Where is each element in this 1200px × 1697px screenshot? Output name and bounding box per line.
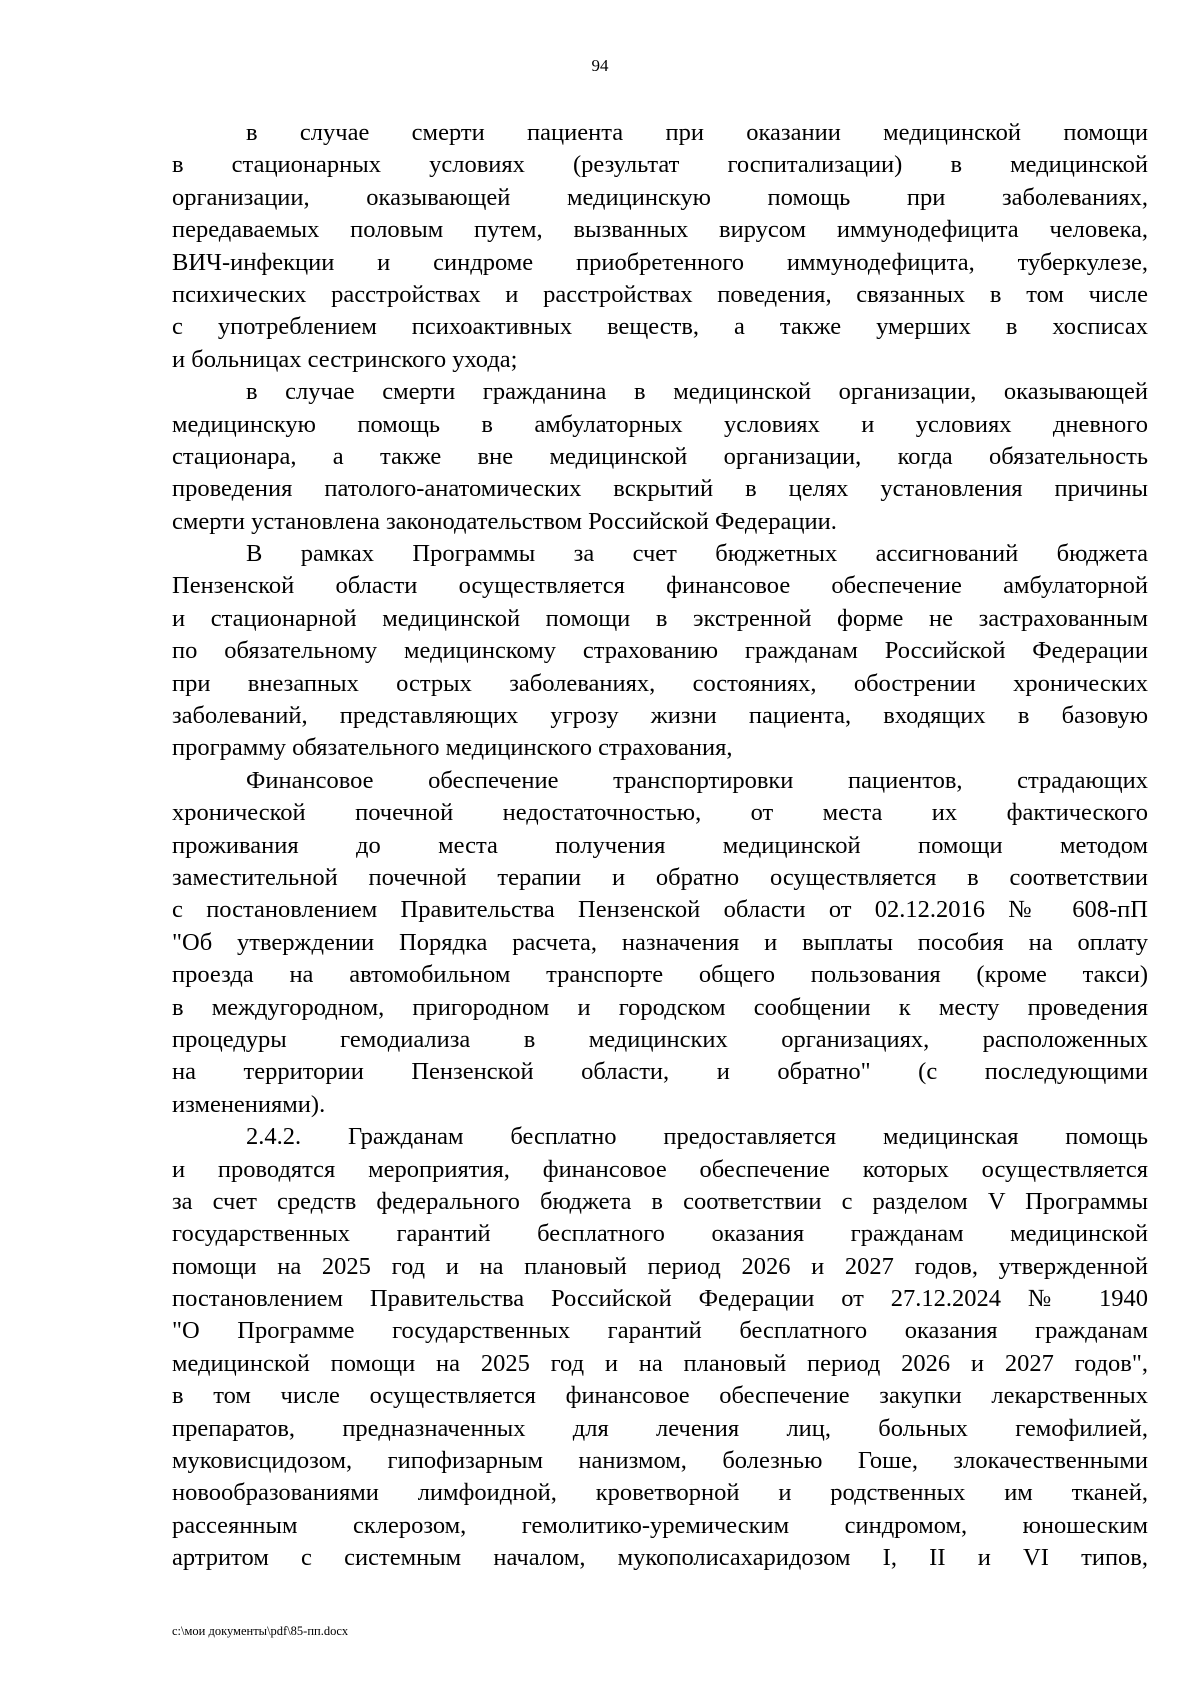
text-line: стационара, а также вне медицинской организации, когда обязательность bbox=[172, 442, 1148, 470]
text-line: новообразованиями лимфоидной, кроветворной и родственных им тканей, bbox=[172, 1479, 1148, 1507]
text-line: препаратов, предназначенных для лечения лиц, больных гемофилией, bbox=[172, 1414, 1148, 1442]
paragraph-death-outpatient bbox=[172, 376, 1148, 538]
text-line: смерти установлена законодательством Российской Федерации. bbox=[172, 507, 837, 535]
text-line: рассеянным склерозом, гемолитико-уремическим синдромом, юношеским bbox=[172, 1511, 1148, 1539]
document-body bbox=[172, 117, 1148, 1575]
text-line: с постановлением Правительства Пензенской области от 02.12.2016 № 608-пП bbox=[172, 896, 1148, 924]
paragraph-program-budget bbox=[172, 538, 1148, 765]
text-line: государственных гарантий бесплатного оказания гражданам медицинской bbox=[172, 1220, 1148, 1248]
text-line: передаваемых половым путем, вызванных вирусом иммунодефицита человека, bbox=[172, 216, 1148, 244]
text-line: и стационарной медицинской помощи в экстренной форме не застрахованным bbox=[172, 604, 1148, 632]
text-line: на территории Пензенской области, и обратно" (с последующими bbox=[172, 1058, 1148, 1086]
paragraph-transport-funding bbox=[172, 765, 1148, 1121]
text-line: изменениями). bbox=[172, 1090, 326, 1118]
paragraph-2-4-2 bbox=[172, 1121, 1148, 1574]
page-number: 94 bbox=[591, 56, 609, 75]
text-line: в междугородном, пригородном и городском сообщении к месту проведения bbox=[172, 993, 1148, 1021]
text-line: и проводятся мероприятия, финансовое обеспечение которых осуществляется bbox=[172, 1155, 1148, 1183]
text-line: Пензенской области осуществляется финансовое обеспечение амбулаторной bbox=[172, 572, 1148, 600]
text-line: проведения патолого-анатомических вскрытий в целях установления причины bbox=[172, 475, 1148, 503]
text-line: заместительной почечной терапии и обратно осуществляется в соответствии bbox=[172, 863, 1148, 891]
text-line: в случае смерти гражданина в медицинской организации, оказывающей bbox=[246, 378, 1148, 406]
paragraph-death-in-hospital bbox=[172, 117, 1148, 376]
text-line: с употреблением психоактивных веществ, а также умерших в хосписах bbox=[172, 313, 1148, 341]
text-line: при внезапных острых заболеваниях, состояниях, обострении хронических bbox=[172, 669, 1148, 697]
text-line: заболеваний, представляющих угрозу жизни пациента, входящих в базовую bbox=[172, 702, 1148, 730]
footer-file-path: c:\мои документы\pdf\85-пп.docx bbox=[172, 1624, 349, 1638]
text-line: В рамках Программы за счет бюджетных ассигнований бюджета bbox=[246, 540, 1148, 568]
text-line: и больницах сестринского ухода; bbox=[172, 345, 518, 373]
text-line: 2.4.2. Гражданам бесплатно предоставляется медицинская помощь bbox=[246, 1123, 1148, 1151]
text-line: проживания до места получения медицинской помощи методом bbox=[172, 831, 1148, 859]
text-line: программу обязательного медицинского страхования, bbox=[172, 734, 733, 762]
text-line: психических расстройствах и расстройствах поведения, связанных в том числе bbox=[172, 280, 1148, 308]
text-line: в случае смерти пациента при оказании медицинской помощи bbox=[246, 119, 1148, 146]
text-line: муковисцидозом, гипофизарным нанизмом, болезнью Гоше, злокачественными bbox=[172, 1447, 1148, 1475]
text-line: медицинскую помощь в амбулаторных условиях и условиях дневного bbox=[172, 410, 1148, 438]
text-line: в том числе осуществляется финансовое обеспечение закупки лекарственных bbox=[172, 1382, 1148, 1410]
text-line: постановлением Правительства Российской Федерации от 27.12.2024 № 1940 bbox=[172, 1285, 1148, 1313]
text-line: процедуры гемодиализа в медицинских организациях, расположенных bbox=[172, 1025, 1148, 1053]
text-line: ВИЧ-инфекции и синдроме приобретенного иммунодефицита, туберкулезе, bbox=[172, 248, 1148, 276]
text-line: артритом с системным началом, мукополисахаридозом I, II и VI типов, bbox=[172, 1544, 1148, 1572]
text-line: за счет средств федерального бюджета в соответствии с разделом V Программы bbox=[172, 1187, 1148, 1215]
text-line: хронической почечной недостаточностью, от места их фактического bbox=[172, 799, 1148, 827]
text-line: "Об утверждении Порядка расчета, назначения и выплаты пособия на оплату bbox=[172, 928, 1148, 956]
text-line: помощи на 2025 год и на плановый период 2026 и 2027 годов, утвержденной bbox=[172, 1252, 1148, 1280]
text-line: по обязательному медицинскому страхованию гражданам Российской Федерации bbox=[172, 637, 1148, 665]
text-line: "О Программе государственных гарантий бесплатного оказания гражданам bbox=[172, 1317, 1148, 1345]
text-line: проезда на автомобильном транспорте общего пользования (кроме такси) bbox=[172, 961, 1148, 989]
text-line: в стационарных условиях (результат госпитализации) в медицинской bbox=[172, 151, 1148, 179]
text-line: организации, оказывающей медицинскую помощь при заболеваниях, bbox=[172, 183, 1148, 211]
text-line: медицинской помощи на 2025 год и на плановый период 2026 и 2027 годов", bbox=[172, 1349, 1148, 1377]
text-line: Финансовое обеспечение транспортировки пациентов, страдающих bbox=[246, 766, 1148, 794]
